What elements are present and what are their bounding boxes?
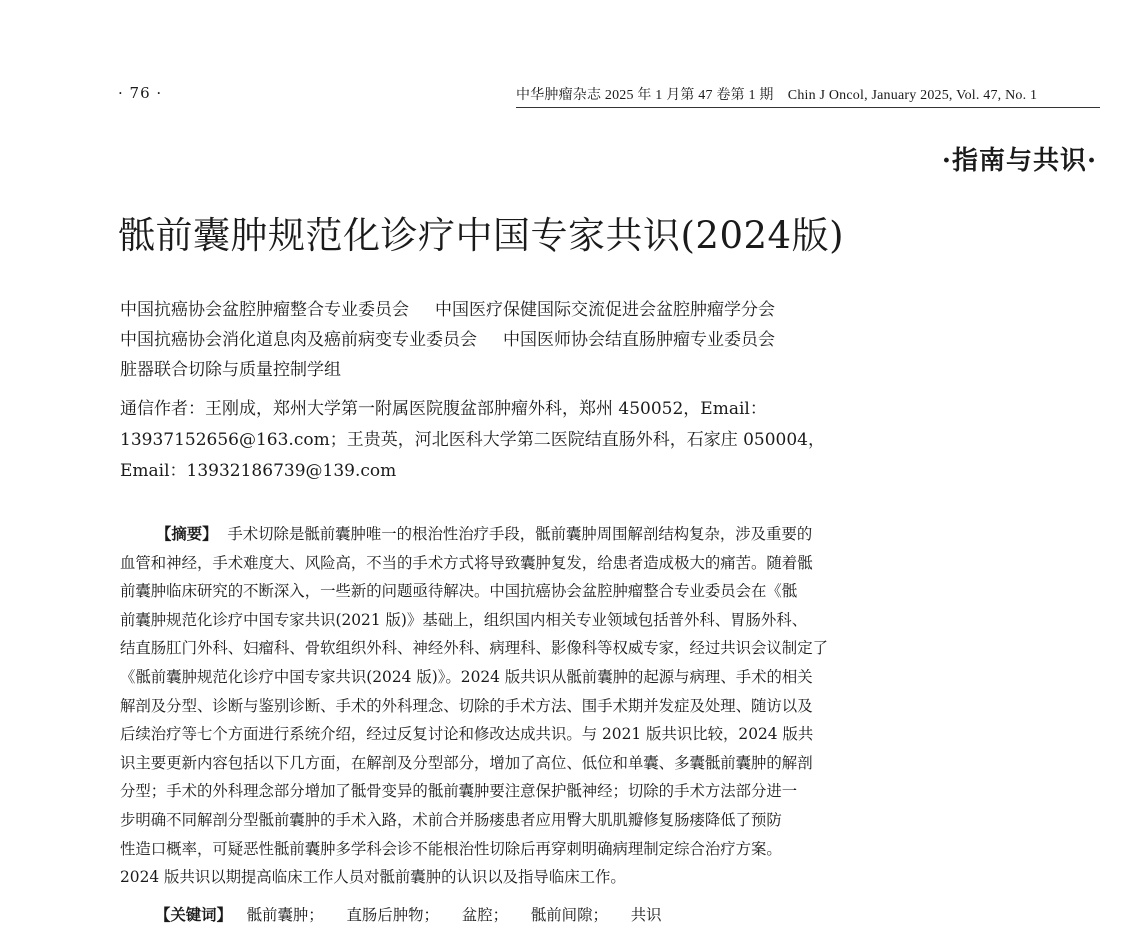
correspondence-line: 通信作者：王刚成，郑州大学第一附属医院腹盆部肿瘤外科，郑州 450052，Email：	[120, 399, 767, 419]
keyword: 骶前囊肿；	[246, 906, 324, 924]
keyword: 共识	[630, 906, 662, 924]
correspondence-block	[120, 394, 825, 487]
author-group: 中国抗癌协会盆腔肿瘤整合专业委员会	[120, 300, 409, 320]
keywords	[155, 903, 664, 925]
keyword: 骶前间隙；	[530, 906, 608, 924]
abstract-line: 分型；手术的外科理念部分增加了骶骨变异的骶前囊肿要注意保护骶神经；切除的手术方法部分进一	[120, 782, 798, 801]
author-line	[120, 325, 775, 355]
author-group: 脏器联合切除与质量控制学组	[120, 360, 341, 380]
keyword: 盆腔；	[461, 906, 508, 924]
abstract-line	[120, 520, 915, 549]
abstract-line: 前囊肿临床研究的不断深入，一些新的问题亟待解决。中国抗癌协会盆腔肿瘤整合专业委员会在《骶	[120, 582, 798, 601]
abstract	[120, 520, 915, 892]
abstract-line: 识主要更新内容包括以下几方面，在解剖及分型部分，增加了高位、低位和单囊、多囊骶前囊肿的解剖	[120, 753, 813, 772]
author-group: 中国抗癌协会消化道息肉及癌前病变专业委员会	[120, 330, 477, 350]
abstract-line: 性造口概率，可疑恶性骶前囊肿多学科会诊不能根治性切除后再穿刺明确病理制定综合治疗方案。	[120, 839, 782, 858]
abstract-line: 2024 版共识以期提高临床工作人员对骶前囊肿的认识以及指导临床工作。	[120, 868, 626, 887]
page-number: · 76 ·	[118, 84, 163, 102]
author-groups	[120, 295, 775, 385]
section-label: ·指南与共识·	[941, 146, 1097, 176]
article-title: 骶前囊肿规范化诊疗中国专家共识(2024版)	[118, 214, 845, 257]
abstract-line: 步明确不同解剖分型骶前囊肿的手术入路，术前合并肠瘘患者应用臀大肌肌瓣修复肠瘘降低了预防	[120, 810, 782, 829]
journal-header: 中华肿瘤杂志 2025 年 1 月第 47 卷第 1 期 Chin J Oncol, January 2025, Vol. 47, No. 1	[516, 84, 1100, 108]
correspondence-line: Email：13932186739@139.com	[120, 461, 397, 481]
abstract-line: 《骶前囊肿规范化诊疗中国专家共识(2024 版)》。2024 版共识从骶前囊肿的起源与病理、手术的相关	[120, 667, 813, 686]
author-line	[120, 295, 775, 325]
correspondence-line: 13937152656@163.com；王贵英，河北医科大学第二医院结直肠外科，石家庄 050004，	[120, 430, 826, 450]
keyword: 直肠后肿物；	[346, 906, 439, 924]
abstract-first-line: 手术切除是骶前囊肿唯一的根治性治疗手段，骶前囊肿周围解剖结构复杂，涉及重要的	[227, 525, 813, 543]
abstract-label: 【摘要】	[156, 525, 218, 543]
abstract-line: 前囊肿规范化诊疗中国专家共识(2021 版)》基础上，组织国内相关专业领域包括普外科、胃肠外科、	[120, 610, 808, 629]
author-line	[120, 355, 775, 385]
abstract-line: 后续治疗等七个方面进行系统介绍，经过反复讨论和修改达成共识。与 2021 版共识比较，2024 版共	[120, 725, 814, 744]
abstract-line: 血管和神经，手术难度大、风险高，不当的手术方式将导致囊肿复发，给患者造成极大的痛苦。随着骶	[120, 553, 813, 572]
author-group: 中国医师协会结直肠肿瘤专业委员会	[503, 330, 775, 350]
author-group: 中国医疗保健国际交流促进会盆腔肿瘤学分会	[435, 300, 775, 320]
abstract-line: 解剖及分型、诊断与鉴别诊断、手术的外科理念、切除的手术方法、围手术期并发症及处理、随访以及	[120, 696, 813, 715]
keywords-label: 【关键词】	[155, 906, 232, 924]
abstract-line: 结直肠肛门外科、妇瘤科、骨软组织外科、神经外科、病理科、影像科等权威专家，经过共识会议制定了	[120, 639, 828, 658]
